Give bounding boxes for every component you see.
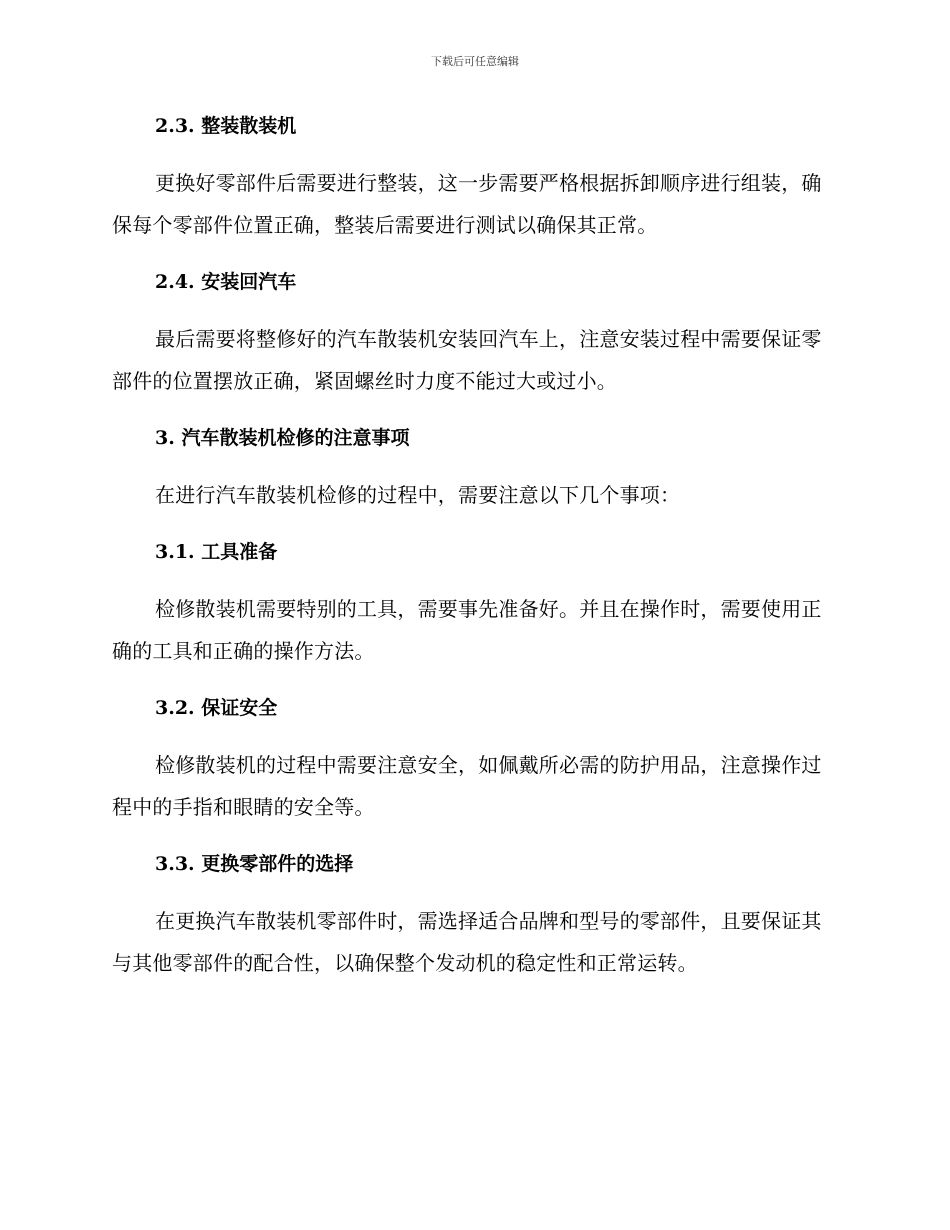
section-paragraph-3-1: 检修散装机需要特别的工具，需要事先准备好。并且在操作时，需要使用正确的工具和正确的操作方法。 [112, 597, 822, 663]
section-heading-3-3: 3.3. 更换零部件的选择 [155, 853, 354, 875]
section-paragraph-3-2: 检修散装机的过程中需要注意安全，如佩戴所必需的防护用品，注意操作过程中的手指和眼睛的安全等。 [112, 753, 822, 819]
section-heading-2-4: 2.4. 安装回汽车 [155, 271, 297, 293]
section-heading-3-2: 3.2. 保证安全 [155, 697, 278, 719]
section-heading-2-3: 2.3. 整装散装机 [155, 115, 297, 137]
section-heading-3-1: 3.1. 工具准备 [155, 541, 278, 563]
section-paragraph-2-3: 更换好零部件后需要进行整装，这一步需要严格根据拆卸顺序进行组装，确保每个零部件位置正确，整装后需要进行测试以确保其正常。 [112, 171, 822, 237]
page-header: 下载后可任意编辑 [431, 55, 519, 68]
section-paragraph-2-4: 最后需要将整修好的汽车散装机安装回汽车上，注意安装过程中需要保证零部件的位置摆放正确，紧固螺丝时力度不能过大或过小。 [112, 327, 822, 393]
section-paragraph-3: 在进行汽车散装机检修的过程中，需要注意以下几个事项： [155, 483, 681, 507]
section-paragraph-3-3: 在更换汽车散装机零部件时，需选择适合品牌和型号的零部件，且要保证其与其他零部件的配合性，以确保整个发动机的稳定性和正常运转。 [112, 909, 822, 975]
document-body [112, 110, 832, 1004]
section-heading-3: 3. 汽车散装机检修的注意事项 [155, 427, 410, 449]
